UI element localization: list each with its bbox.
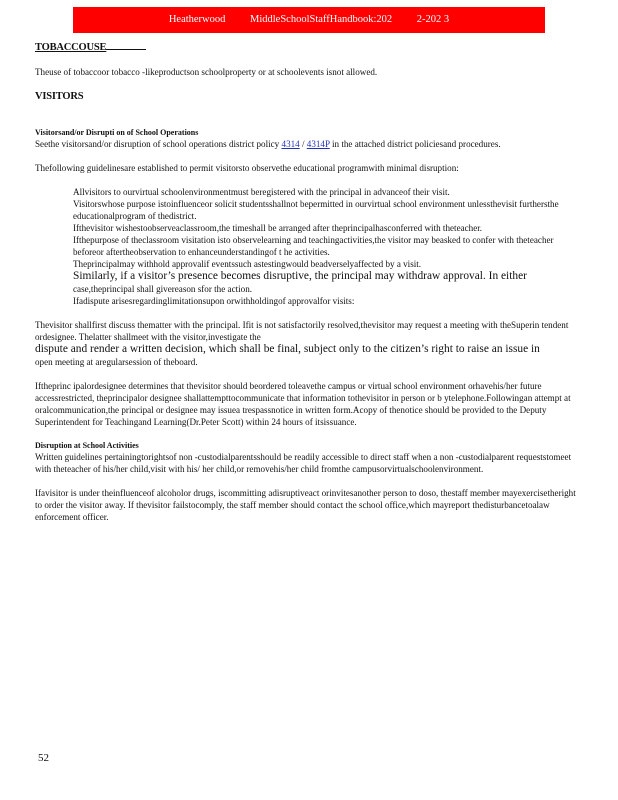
visitors-policy-paragraph xyxy=(35,138,583,150)
designee-paragraph: Iftheprinc ipalordesignee determines that thevisitor should beordered toleavethe campus or virtual school environment orhavehis/her future accessrestricted, theprincipalor designee shallattempttocommunicate that information tothevisitor in person or b ytelephone.Followingan attempt at oralcommunication,the principal or designee may issuea trespassnotice in written form.Acopy of thenotice should be provided to the Deputy Superintendent for Teachingand Learning(Dr.Peter Scott) within 24 hours of itsissuance. xyxy=(35,381,571,427)
list-item: Ifthepurpose of theclassroom visitation isto observelearning and teachingactivities,the visitor may beasked to confer with theteacher beforeor aftertheobservation to enhanceunderstandingof t he activities. xyxy=(73,235,554,257)
policy-text-before: Seethe visitorsand/or disruption of school operations district policy xyxy=(35,139,280,149)
list-item: Ifthevisitor wishestoobserveaclassroom,the timeshall be arranged after theprincipalhasconferred with theteacher. xyxy=(73,223,483,233)
policy-link-4314[interactable]: 4314 xyxy=(281,139,300,149)
list-item: Theprincipalmay withhold approvalif eventssuch astestingwould beadverselyaffected by a visit. Similarly, if a visitor’s presence becomes disruptive, the principal may withdraw approval. In either case,theprincipal shall givereason sfor the action. xyxy=(73,259,527,294)
visitors-subheading: Visitorsand/or Disrupti on of School Operations xyxy=(35,128,199,137)
header-title: MiddleSchoolStaffHandbook:202 xyxy=(250,14,393,25)
disruption-subheading: Disruption at School Activities xyxy=(35,441,139,450)
disruption-influence-paragraph: Ifavisitor is under theinfluenceof alcoholor drugs, iscommitting adisruptiveact orinvitesanother person to doso, thestaff member mayexercisetheright to order the visitor away. If thevisitor failstocomply, the staff member should contact the school office,which mayreport thedisturbancetoalaw enforcement officer. xyxy=(35,488,576,522)
dispute-paragraph: Thevisitor shallfirst discuss thematter with the principal. Ifit is not satisfactorily resolved,thevisitor may request a meeting with theSuperin tendent ordesignee. Thelatter shallmeet with the visitor,investigate the dispute and render a written decision, which shall be final, subject only to the citizen’s right to raise an issue in open meeting at aregularsession of theboard. xyxy=(35,320,569,367)
policy-text-after: in the attached district policiesand procedures. xyxy=(329,139,501,149)
visitors-heading: VISITORS xyxy=(35,91,84,102)
list-item: Allvisitors to ourvirtual schoolenvironmentmust beregistered with the principal in advanceof their visit. xyxy=(73,187,450,197)
tobacco-text: Theuse of tobaccoor tobacco -likeproductson schoolproperty or at schoolevents isnot allowed. xyxy=(35,67,378,77)
page-content xyxy=(35,39,583,523)
list-item: Visitorswhose purpose istoinfluenceor solicit studentsshallnot bepermitted in ourvirtual school environment unlessthevisit furthersthe educationalprogram of thedistrict. xyxy=(73,199,559,221)
policy-link-separator: / xyxy=(299,139,307,149)
list-item: Ifadispute arisesregardinglimitationsupon orwithholdingof approvalfor visits: xyxy=(73,296,355,306)
page-number: 52 xyxy=(38,752,49,764)
header-school: Heatherwood xyxy=(168,14,226,25)
policy-link-4314p[interactable]: 4314P xyxy=(306,139,330,149)
disruption-guidelines-paragraph: Written guidelines pertainingtorightsof non -custodialparentsshould be readily accessible to direct staff when a non -custodialparent requeststomeet with theteacher of his/her child,visit with his/ her child,or removehis/her child fromthe campusorvirtualschoolenvironment. xyxy=(35,452,572,474)
guidelines-intro: Thefollowing guidelinesare established to permit visitorsto observethe educational programwith minimal disruption: xyxy=(35,163,459,173)
visitor-guidelines-list xyxy=(35,186,583,307)
header-bar xyxy=(73,7,545,33)
header-year: 2-202 3 xyxy=(416,14,450,25)
tobacco-heading: TOBACCOUSE xyxy=(35,39,583,54)
